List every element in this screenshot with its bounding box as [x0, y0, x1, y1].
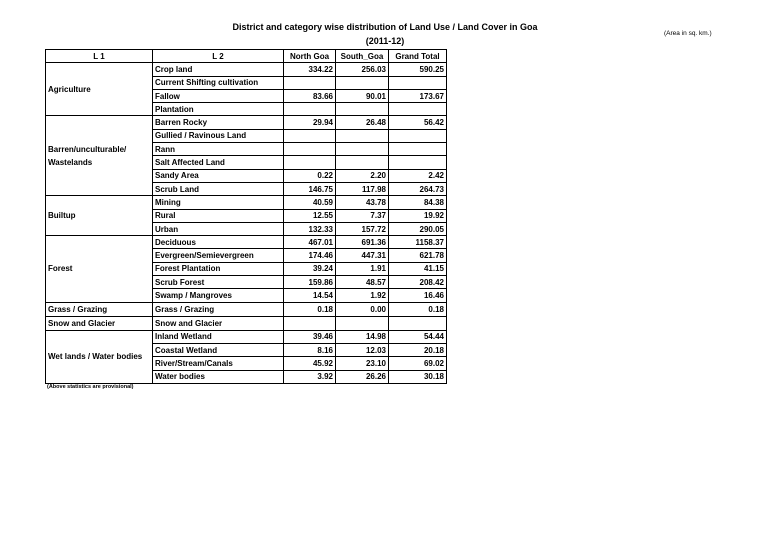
header-south-goa: South_Goa — [336, 50, 389, 63]
south-goa-value: 48.57 — [336, 276, 389, 289]
category-l2-cell: Rann — [153, 143, 284, 156]
south-goa-value: 26.48 — [336, 116, 389, 129]
north-goa-value: 83.66 — [284, 89, 336, 102]
category-l1-label: Forest — [48, 264, 73, 274]
south-goa-value — [336, 129, 389, 142]
south-goa-value: 0.00 — [336, 302, 389, 316]
north-goa-value: 39.24 — [284, 262, 336, 275]
grand-total-value: 0.18 — [389, 302, 447, 316]
north-goa-value: 174.46 — [284, 249, 336, 262]
table-header-row — [46, 50, 447, 63]
category-l2-cell: Gullied / Ravinous Land — [153, 129, 284, 142]
land-use-table — [45, 49, 447, 384]
category-l2-cell: Sandy Area — [153, 169, 284, 182]
south-goa-value: 2.20 — [336, 169, 389, 182]
north-goa-value — [284, 103, 336, 116]
north-goa-value: 0.22 — [284, 169, 336, 182]
grand-total-value: 2.42 — [389, 169, 447, 182]
category-l2-cell: Current Shifting cultivation — [153, 76, 284, 89]
grand-total-value: 290.05 — [389, 222, 447, 235]
north-goa-value: 3.92 — [284, 370, 336, 383]
south-goa-value: 1.92 — [336, 289, 389, 302]
north-goa-value — [284, 156, 336, 169]
category-l2-cell: Inland Wetland — [153, 330, 284, 343]
table-row — [46, 330, 447, 343]
south-goa-value: 90.01 — [336, 89, 389, 102]
category-l2-cell: Fallow — [153, 89, 284, 102]
category-l1-label: Builtup — [48, 211, 76, 221]
north-goa-value: 39.46 — [284, 330, 336, 343]
north-goa-value: 467.01 — [284, 236, 336, 249]
north-goa-value: 14.54 — [284, 289, 336, 302]
category-l1-cell — [46, 236, 153, 302]
category-l2-cell: Forest Plantation — [153, 262, 284, 275]
category-l1-label: Barren/unculturable/ Wastelands — [48, 144, 127, 167]
north-goa-value: 146.75 — [284, 182, 336, 195]
grand-total-value: 1158.37 — [389, 236, 447, 249]
category-l2-cell: Crop land — [153, 63, 284, 76]
grand-total-value: 19.92 — [389, 209, 447, 222]
south-goa-value: 691.36 — [336, 236, 389, 249]
grand-total-value: 20.18 — [389, 343, 447, 356]
grand-total-value — [389, 156, 447, 169]
north-goa-value: 40.59 — [284, 196, 336, 209]
grand-total-value: 173.67 — [389, 89, 447, 102]
table-row — [46, 236, 447, 249]
category-l2-cell: Mining — [153, 196, 284, 209]
grand-total-value: 69.02 — [389, 357, 447, 370]
grand-total-value: 264.73 — [389, 182, 447, 195]
category-l1-label: Wet lands / Water bodies — [48, 352, 143, 362]
south-goa-value: 1.91 — [336, 262, 389, 275]
grand-total-value — [389, 76, 447, 89]
category-l2-cell: Water bodies — [153, 370, 284, 383]
table-body — [46, 63, 447, 384]
grand-total-value: 621.78 — [389, 249, 447, 262]
category-l1-cell — [46, 63, 153, 116]
north-goa-value: 12.55 — [284, 209, 336, 222]
category-l2-cell: Urban — [153, 222, 284, 235]
grand-total-value: 41.15 — [389, 262, 447, 275]
page-title — [200, 20, 570, 48]
south-goa-value: 14.98 — [336, 330, 389, 343]
category-l1-cell — [46, 316, 153, 330]
header-north-goa: North Goa — [284, 50, 336, 63]
table-row — [46, 302, 447, 316]
category-l2-cell: Scrub Land — [153, 182, 284, 195]
header-l2: L 2 — [153, 50, 284, 63]
category-l2-cell: Snow and Glacier — [153, 316, 284, 330]
grand-total-value: 590.25 — [389, 63, 447, 76]
south-goa-value — [336, 103, 389, 116]
grand-total-value: 56.42 — [389, 116, 447, 129]
table-row — [46, 316, 447, 330]
north-goa-value — [284, 76, 336, 89]
south-goa-value: 7.37 — [336, 209, 389, 222]
south-goa-value: 23.10 — [336, 357, 389, 370]
grand-total-value — [389, 103, 447, 116]
table-row — [46, 63, 447, 76]
north-goa-value: 0.18 — [284, 302, 336, 316]
category-l1-label: Grass / Grazing — [48, 304, 108, 314]
north-goa-value: 45.92 — [284, 357, 336, 370]
grand-total-value: 208.42 — [389, 276, 447, 289]
south-goa-value — [336, 76, 389, 89]
table-row — [46, 116, 447, 129]
header-grand-total: Grand Total — [389, 50, 447, 63]
south-goa-value: 117.98 — [336, 182, 389, 195]
grand-total-value: 54.44 — [389, 330, 447, 343]
category-l2-cell: Deciduous — [153, 236, 284, 249]
category-l2-cell: River/Stream/Canals — [153, 357, 284, 370]
north-goa-value — [284, 316, 336, 330]
category-l1-cell — [46, 116, 153, 196]
category-l2-cell: Grass / Grazing — [153, 302, 284, 316]
south-goa-value — [336, 316, 389, 330]
north-goa-value: 29.94 — [284, 116, 336, 129]
grand-total-value — [389, 129, 447, 142]
category-l1-cell — [46, 196, 153, 236]
category-l2-cell: Coastal Wetland — [153, 343, 284, 356]
category-l1-label: Agriculture — [48, 84, 91, 94]
category-l1-cell — [46, 302, 153, 316]
category-l1-label: Snow and Glacier — [48, 318, 116, 328]
category-l1-cell — [46, 330, 153, 383]
table-row — [46, 196, 447, 209]
grand-total-value: 16.46 — [389, 289, 447, 302]
south-goa-value — [336, 143, 389, 156]
south-goa-value: 447.31 — [336, 249, 389, 262]
category-l2-cell: Scrub Forest — [153, 276, 284, 289]
category-l2-cell: Salt Affected Land — [153, 156, 284, 169]
category-l2-cell: Rural — [153, 209, 284, 222]
north-goa-value: 159.86 — [284, 276, 336, 289]
category-l2-cell: Barren Rocky — [153, 116, 284, 129]
north-goa-value — [284, 143, 336, 156]
south-goa-value: 157.72 — [336, 222, 389, 235]
grand-total-value — [389, 316, 447, 330]
south-goa-value: 256.03 — [336, 63, 389, 76]
north-goa-value: 132.33 — [284, 222, 336, 235]
south-goa-value: 26.26 — [336, 370, 389, 383]
unit-note: (Area in sq. km.) — [664, 30, 712, 37]
header-l1: L 1 — [46, 50, 153, 63]
north-goa-value — [284, 129, 336, 142]
north-goa-value: 8.16 — [284, 343, 336, 356]
north-goa-value: 334.22 — [284, 63, 336, 76]
grand-total-value: 30.18 — [389, 370, 447, 383]
category-l2-cell: Swamp / Mangroves — [153, 289, 284, 302]
grand-total-value: 84.38 — [389, 196, 447, 209]
south-goa-value — [336, 156, 389, 169]
category-l2-cell: Evergreen/Semievergreen — [153, 249, 284, 262]
south-goa-value: 12.03 — [336, 343, 389, 356]
category-l2-cell: Plantation — [153, 103, 284, 116]
title-line-2: (2011-12) — [365, 36, 405, 46]
south-goa-value: 43.78 — [336, 196, 389, 209]
title-line-1: District and category wise distribution of Land Use / Land Cover in Goa — [232, 22, 538, 32]
grand-total-value — [389, 143, 447, 156]
footnote: (Above statistics are provisional) — [47, 384, 134, 390]
